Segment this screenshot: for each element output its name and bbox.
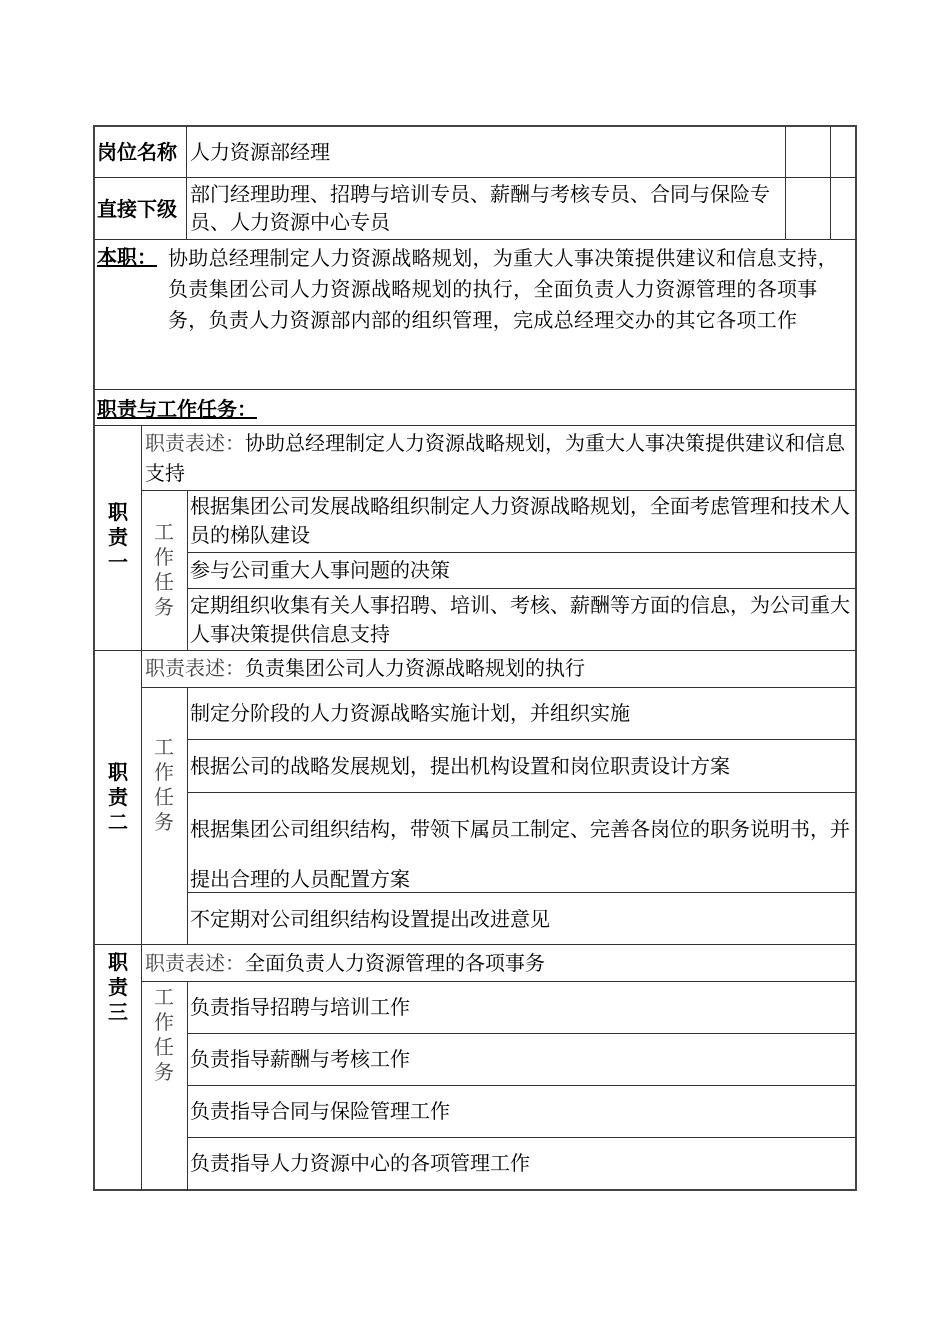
row-divider [141, 981, 857, 982]
row-divider [187, 1085, 857, 1086]
row-divider [187, 792, 857, 793]
col-divider [785, 127, 786, 239]
duty-2-task-label: 工 作 任 务 [154, 734, 174, 834]
summary-text: 协助总经理制定人力资源战略规划，为重大人事决策提供建议和信息支持，负责集团公司人力资源战略规划的执行，全面负责人力资源管理的各项事务，负责人力资源部内部的组织管理，完成总经理交办的其它各项工作 [168, 246, 838, 332]
row-divider [141, 687, 857, 688]
duty-2-label: 职 责 二 [108, 759, 128, 834]
duty-2-task-4: 不定期对公司组织结构设置提出改进意见 [190, 907, 550, 931]
duty-1-task-3: 定期组织收集有关人事招聘、培训、考核、薪酬等方面的信息，为公司重大人事决策提供信息支持 [190, 593, 850, 646]
row-divider [95, 239, 857, 240]
duty-2-task-2: 根据公司的战略发展规划，提出机构设置和岗位职责设计方案 [190, 754, 730, 778]
duty-3-task-1: 负责指导招聘与培训工作 [190, 995, 410, 1019]
subordinate-label: 直接下级 [97, 197, 177, 221]
duty-3-task-2: 负责指导薪酬与考核工作 [190, 1047, 410, 1071]
duty-1-task-label: 工 作 任 务 [154, 520, 174, 619]
row-divider [141, 490, 857, 491]
row-divider [187, 552, 857, 553]
duty-2-statement: 职责表述：负责集团公司人力资源战略规划的执行 [145, 656, 585, 680]
summary-label: 本职： [97, 245, 157, 269]
col-divider [187, 490, 188, 650]
subordinate-value: 部门经理助理、招聘与培训专员、薪酬与考核专员、合同与保险专员、人力资源中心专员 [190, 182, 770, 234]
job-description-table [93, 125, 857, 1191]
duty-divider [95, 650, 857, 651]
duty-1-label: 职 责 一 [108, 500, 128, 574]
duty-1-statement: 职责表述：协助总经理制定人力资源战略规划，为重大人事决策提供建议和信息支持 [145, 431, 845, 485]
duty-3-task-3: 负责指导合同与保险管理工作 [190, 1099, 450, 1123]
duty-3-task-4: 负责指导人力资源中心的各项管理工作 [190, 1151, 530, 1175]
row-divider [187, 739, 857, 740]
position-value: 人力资源部经理 [190, 140, 330, 164]
duty-3-statement: 职责表述：全面负责人力资源管理的各项事务 [145, 951, 545, 975]
duty-2-task-1: 制定分阶段的人力资源战略实施计划，并组织实施 [190, 701, 630, 725]
duties-heading: 职责与工作任务： [97, 397, 257, 421]
col-divider [187, 687, 188, 944]
col-divider [830, 127, 831, 239]
duty-2-task-3: 根据集团公司组织结构，带领下属员工制定、完善各岗位的职务说明书，并提出合理的人员配置方案 [190, 817, 850, 891]
col-divider [186, 127, 187, 239]
row-divider [187, 1033, 857, 1034]
row-divider [95, 177, 857, 178]
duty-1-task-2: 参与公司重大人事问题的决策 [190, 558, 450, 582]
duty-3-task-label: 工 作 任 务 [154, 985, 174, 1084]
row-divider [95, 389, 857, 390]
row-divider [187, 588, 857, 589]
col-divider [187, 981, 188, 1191]
row-divider [187, 1137, 857, 1138]
duty-1-task-1: 根据集团公司发展战略组织制定人力资源战略规划，全面考虑管理和技术人员的梯队建设 [190, 494, 850, 547]
duty-divider [95, 944, 857, 945]
row-divider [95, 425, 857, 426]
position-label: 岗位名称 [97, 140, 177, 164]
duty-3-label: 职 责 三 [108, 950, 128, 1024]
